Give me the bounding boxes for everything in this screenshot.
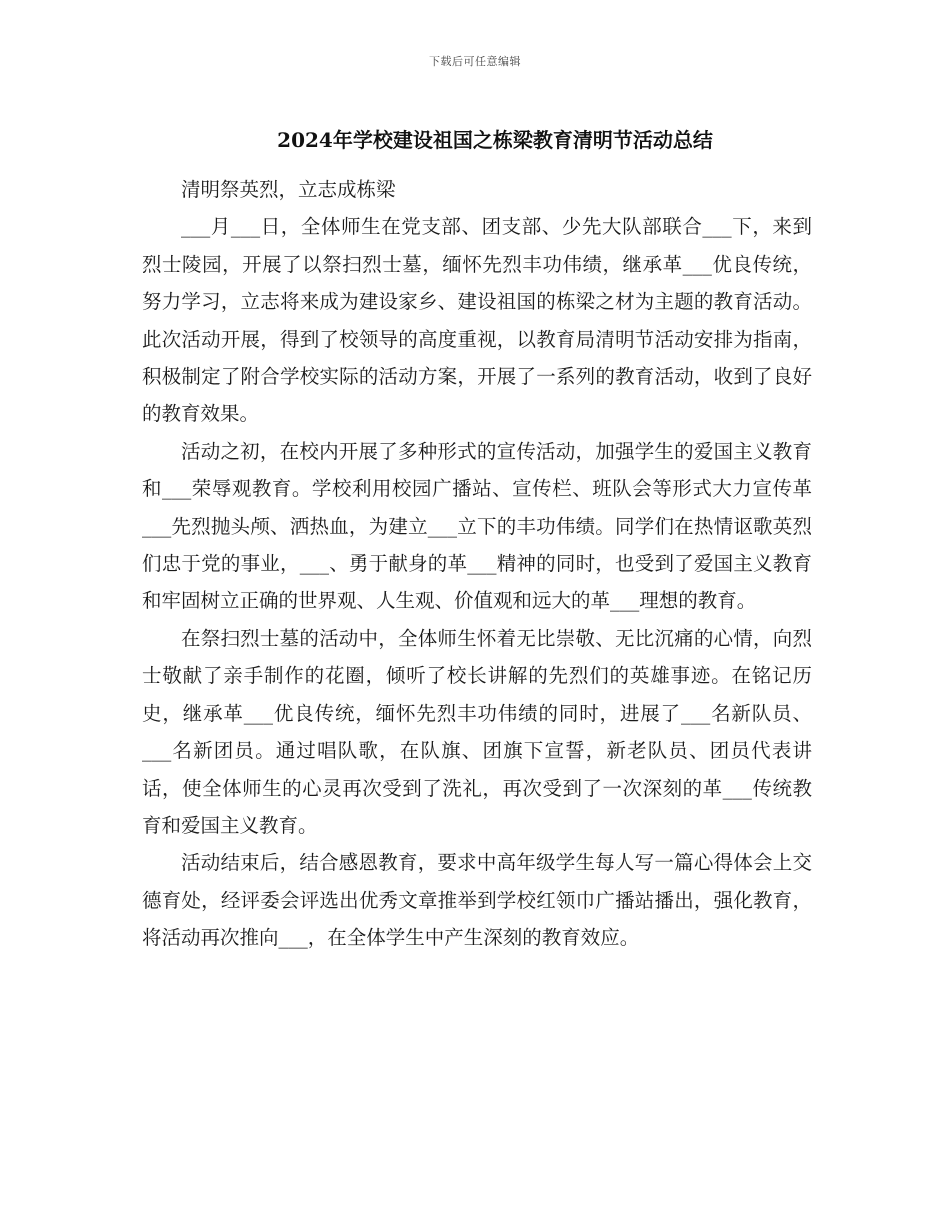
paragraph: ___月___日，全体师生在党支部、团支部、少先大队部联合___下，来到烈士陵园，开展了以祭扫烈士墓，缅怀先烈丰功伟绩，继承革___优良传统，努力学习，立志将来成为建设家乡、建设祖国的栋梁之材为主题的教育活动。此次活动开展，得到了校领导的高度重视，以教育局清明节活动安排为指南，积极制定了附合学校实际的活动方案，开展了一系列的教育活动，收到了良好的教育效果。 [142, 215, 812, 426]
paragraph-subtitle: 清明祭英烈，立志成栋梁 [181, 178, 396, 201]
document-body [142, 171, 812, 957]
paragraph: 活动之初，在校内开展了多种形式的宣传活动，加强学生的爱国主义教育和___荣辱观教育。学校利用校园广播站、宣传栏、班队会等形式大力宣传革___先烈抛头颅、洒热血，为建立___立下的丰功伟绩。同学们在热情讴歌英烈们忠于党的事业，___、勇于献身的革___精神的同时，也受到了爱国主义教育和牢固树立正确的世界观、人生观、价值观和远大的革___理想的教育。 [142, 439, 812, 613]
paragraph: 在祭扫烈士墓的活动中，全体师生怀着无比崇敬、无比沉痛的心情，向烈士敬献了亲手制作的花圈，倾听了校长讲解的先烈们的英雄事迹。在铭记历史，继承革___优良传统，缅怀先烈丰功伟绩的同时，进展了___名新队员、___名新团员。通过唱队歌，在队旗、团旗下宣誓，新老队员、团员代表讲话，使全体师生的心灵再次受到了洗礼，再次受到了一次深刻的革___传统教育和爱国主义教育。 [142, 626, 812, 837]
paragraph: 活动结束后，结合感恩教育，要求中高年级学生每人写一篇心得体会上交德育处，经评委会评选出优秀文章推举到学校红领巾广播站播出，强化教育，将活动再次推向___，在全体学生中产生深刻的教育效应。 [142, 851, 812, 950]
document-title: 2024年学校建设祖国之栋梁教育清明节活动总结 [277, 128, 713, 152]
header-note: 下载后可任意编辑 [429, 55, 521, 68]
